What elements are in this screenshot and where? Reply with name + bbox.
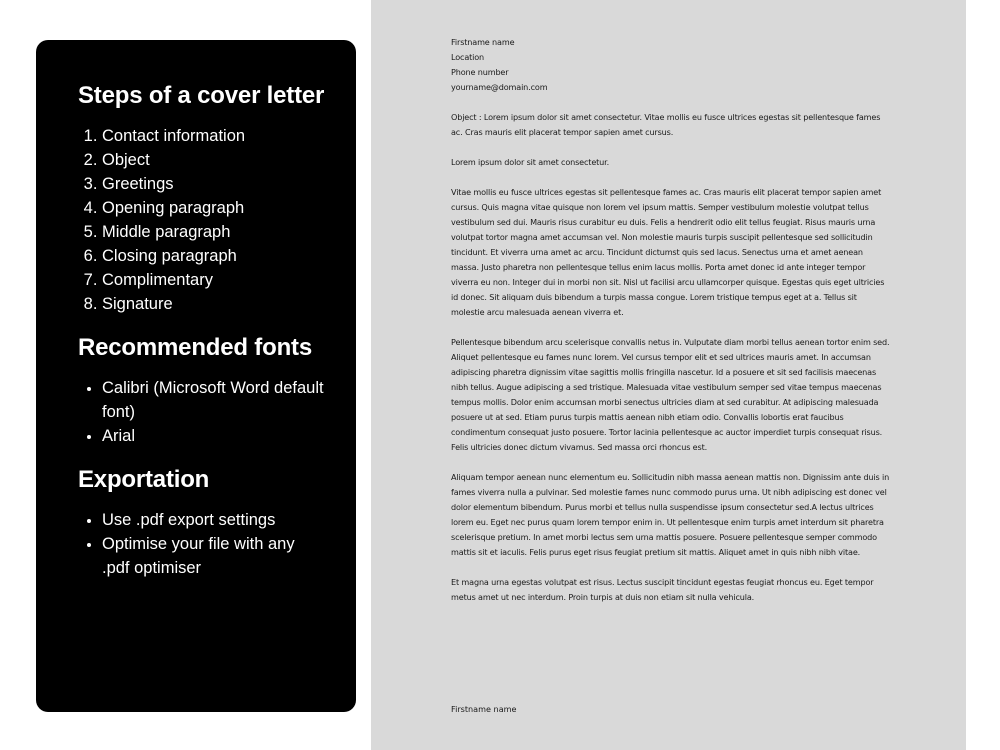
letter-page <box>371 0 966 750</box>
letter-paragraph: Aliquam tempor aenean nunc elementum eu. Sollicitudin nibh massa aenean mattis non. Dignissim ante duis in fames viverra nulla a pulvinar. Sed molestie fames nunc commodo purus urna. Ut nibh adipiscing est donec vel dolor elementum bibendum. Purus morbi et tellus nulla suspendisse ipsum consectetur sed.A lectus ultrices lorem eu. Eget nec purus quam lorem tempor enim in. Ut pellentesque enim turpis amet interdum sit pharetra scelerisque pretium. In amet morbi lectus sem urna mattis posuere. Posuere pellentesque semper commodo mattis sit et iaculis. Felis purus eget risus feugiat pretium sit mattis. Aliquet amet in quis nibh nibh vitae. <box>451 472 890 557</box>
step-item: 4. Opening paragraph <box>102 196 326 220</box>
letter-paragraph: Pellentesque bibendum arcu scelerisque convallis netus in. Vulputate diam morbi tellus aenean tortor enim sed. Aliquet pellentesque eu fames nunc lorem. Vel cursus tempor elit et sed ultrices mauris amet. In accumsan adipiscing pharetra dignissim vitae sagittis mollis fringilla nascetur. Id a posuere et sit sed facilisis maecenas nibh tellus. Augue adipiscing a sed tristique. Malesuada vitae vestibulum semper sed vitae tempus maecenas tempus mollis. Dolor enim accumsan morbi senectus ultricies diam at sed curabitur. At adipiscing malesuada posuere ut at sed. Etiam purus turpis mattis aenean nibh etiam odio. Convallis lobortis erat faucibus condimentum consequat justo posuere. Tortor lacinia pellentesque ac auctor imperdiet turpis consequat risus. Felis ultricies donec dictum vivamus. Sed massa orci rhoncus est. <box>451 337 890 452</box>
contact-block <box>451 35 891 95</box>
contact-phone: Phone number <box>451 67 509 77</box>
step-item: 8. Signature <box>102 292 326 316</box>
step-item: 3. Greetings <box>102 172 326 196</box>
step-item: 6. Closing paragraph <box>102 244 326 268</box>
letter-body <box>451 35 891 605</box>
steps-list <box>78 124 326 316</box>
letter-paragraph: Vitae mollis eu fusce ultrices egestas sit pellentesque fames ac. Cras mauris elit placerat tempor sapien amet cursus. Quis magna vitae quisque non lorem vel ipsum mattis. Semper vestibulum molestie volutpat tellus vestibulum sed dui. Mauris risus curabitur eu duis. Felis a hendrerit odio elit tellus feugiat. Risus mauris urna volutpat tortor magna amet accumsan vel. Non molestie mauris turpis suscipit pellentesque sed sollicitudin tincidunt. Et viverra urna amet ac arcu. Tincidunt dictumst quis sed lacus. Senectus urna et amet aenean massa. Justo pharetra non pellentesque tellus enim lacus mollis. Porta amet donec id ante integer tempor viverra eu non. Integer dui in morbi non sit. Nisl ut facilisi arcu ullamcorper quisque. Egestas quis eget ultricies id donec. Sit aliquam duis bibendum a turpis massa congue. Lorem tristique tempus eget at a. Tellus sit molestie arcu malesuada aenean viverra et. <box>451 187 885 317</box>
export-heading: Exportation <box>78 466 210 493</box>
font-item: • Calibri (Microsoft Word default font) <box>102 376 326 424</box>
export-list <box>78 508 326 580</box>
letter-greeting: Lorem ipsum dolor sit amet consectetur. <box>451 157 610 167</box>
contact-email: yourname@domain.com <box>451 82 548 92</box>
letter-object: Object : Lorem ipsum dolor sit amet consectetur. Vitae mollis eu fusce ultrices egestas sit pellentesque fames ac. Cras mauris elit placerat tempor sapien amet cursus. <box>451 112 881 137</box>
letter-paragraph: Et magna urna egestas volutpat est risus. Lectus suscipit tincidunt egestas feugiat rhoncus eu. Eget tempor metus amet ut nec interdum. Proin turpis at duis non etiam sit nulla vehicula. <box>451 577 874 602</box>
contact-name: Firstname name <box>451 37 515 47</box>
letter-signature: Firstname name <box>451 704 517 714</box>
export-item: • Optimise your file with any .pdf optimiser <box>102 532 326 580</box>
step-item: 5. Middle paragraph <box>102 220 326 244</box>
step-item: 7. Complimentary <box>102 268 326 292</box>
fonts-list <box>78 376 326 448</box>
font-item: • Arial <box>102 424 326 448</box>
step-item: 1. Contact information <box>102 124 326 148</box>
export-item: • Use .pdf export settings <box>102 508 326 532</box>
contact-location: Location <box>451 52 485 62</box>
fonts-heading: Recommended fonts <box>78 334 312 361</box>
step-item: 2. Object <box>102 148 326 172</box>
steps-heading: Steps of a cover letter <box>78 82 325 109</box>
guide-panel <box>36 40 356 712</box>
